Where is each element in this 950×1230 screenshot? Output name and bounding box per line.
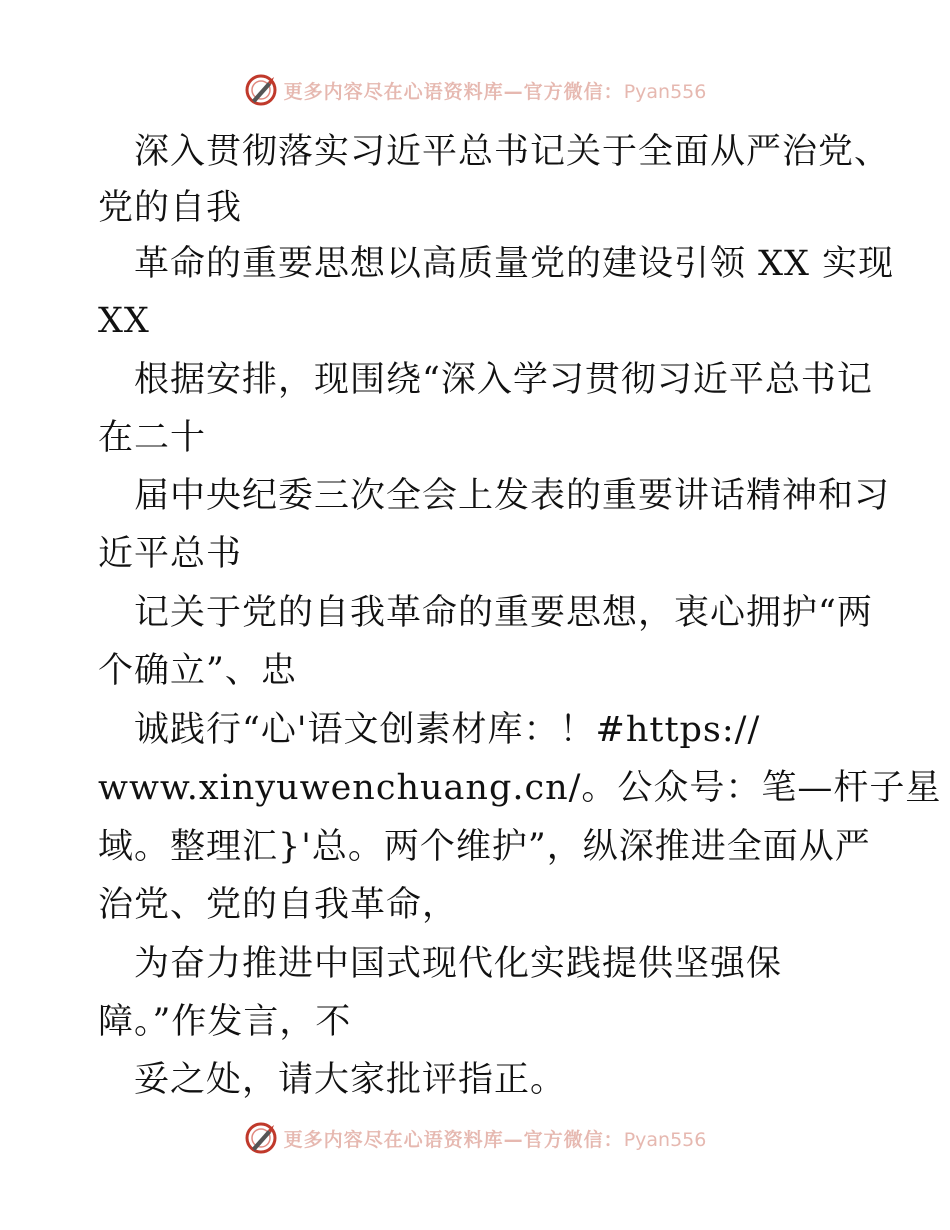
header-wechat-id: Pyan556 (623, 80, 707, 103)
body-line-15: 为奋力推进中国式现代化实践提供坚强保 (134, 944, 783, 984)
body-line-12: www.xinyuwenchuang.cn/。公众号：笔—杆子星 (98, 768, 942, 808)
body-line-8: 近平总书 (98, 534, 243, 574)
header-separator: — (503, 80, 524, 103)
footer-wechat-id: Pyan556 (623, 1128, 707, 1151)
header-banner (0, 70, 950, 110)
quill-logo-icon (244, 73, 278, 107)
footer-wechat-label: 官方微信： (523, 1128, 624, 1151)
body-line-2: 党的自我 (98, 188, 243, 228)
body-line-10: 个确立”、忠 (98, 651, 297, 691)
body-line-9: 记关于党的自我革命的重要思想，衷心拥护“两 (134, 593, 873, 633)
header-brand-text: 更多内容尽在心语资料库 (283, 80, 504, 103)
header-banner-inner (244, 73, 707, 107)
header-banner-text (284, 77, 707, 104)
quill-logo-icon (244, 1121, 278, 1155)
body-line-5: 根据安排，现围绕“深入学习贯彻习近平总书记 (134, 360, 873, 400)
body-line-11: 诚践行“心'语文创素材库：！#https:// (134, 710, 761, 750)
footer-banner (0, 1118, 950, 1158)
footer-brand-text: 更多内容尽在心语资料库 (283, 1128, 504, 1151)
header-wechat-label: 官方微信： (523, 80, 624, 103)
body-line-7: 届中央纪委三次全会上发表的重要讲话精神和习 (134, 476, 891, 516)
footer-banner-text (284, 1125, 707, 1152)
body-line-14: 治党、党的自我革命， (98, 885, 459, 925)
footer-separator: — (503, 1128, 524, 1151)
body-line-6: 在二十 (98, 418, 207, 458)
body-line-1: 深入贯彻落实习近平总书记关于全面从严治党、 (134, 132, 891, 172)
body-line-17: 妥之处，请大家批评指正。 (134, 1060, 567, 1100)
footer-banner-inner (244, 1121, 707, 1155)
body-line-13: 域。整理汇}'总。两个维护”，纵深推进全面从严 (98, 827, 871, 867)
body-line-3: 革命的重要思想以高质量党的建设引领 XX 实现 (134, 244, 895, 284)
body-line-16: 障。”作发言，不 (98, 1002, 352, 1042)
body-line-4: XX (98, 301, 150, 341)
